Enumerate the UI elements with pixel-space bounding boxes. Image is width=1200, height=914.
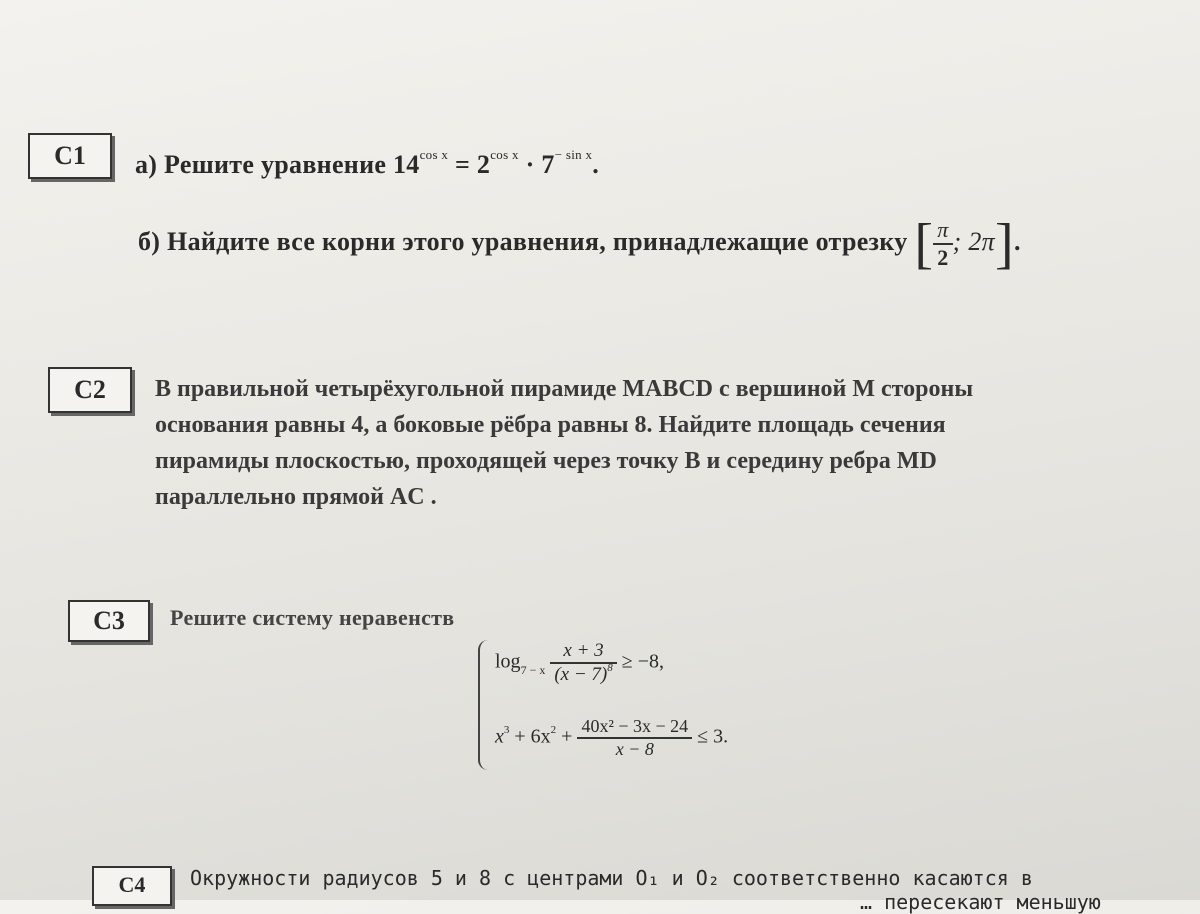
c4-text: Окружности радиусов 5 и 8 с центрами O₁ и O₂ соответственно касаются в xyxy=(190,866,1033,890)
c4-text-2: … пересекают меньшую xyxy=(860,890,1101,914)
c3-fraction-1-den-exp: 8 xyxy=(607,662,613,674)
c1-part-b xyxy=(138,212,1021,276)
c2-line-1: В правильной четырёхугольной пирамиде MABCD с вершиной M стороны xyxy=(155,376,974,402)
c3-inequality-2 xyxy=(495,716,728,760)
c3-row2-b-exp: 2 xyxy=(550,723,557,736)
c3-fraction-1-den-wrap xyxy=(550,664,616,686)
c1-b-numerator: π xyxy=(933,217,952,245)
c1-b-denominator: 2 xyxy=(937,245,949,270)
c1-a-exponent-3: − sin x xyxy=(554,147,593,162)
c1-a-end: . xyxy=(592,150,600,179)
c1-part-a xyxy=(135,147,600,180)
c1-b-fraction xyxy=(933,217,952,271)
left-bracket-icon: [ xyxy=(914,213,934,275)
c1-b-end: . xyxy=(1013,226,1021,256)
c3-fraction-1-num: x + 3 xyxy=(550,640,616,664)
right-bracket-icon: ] xyxy=(995,213,1014,275)
c3-row2-b: + 6x xyxy=(509,725,551,748)
c2-line-3: пирамиды плоскостью, проходящей через точку B и середину ребра MD xyxy=(155,448,937,474)
c3-fraction-1-den: (x − 7) xyxy=(554,664,608,685)
c3-intro: Решите систему неравенств xyxy=(170,605,455,630)
c3-log-base: 7 − x xyxy=(520,662,546,677)
c3-log: log xyxy=(495,650,521,673)
c3-ineq-2: ≤ 3. xyxy=(697,725,729,748)
c1-b-tail: ; 2π xyxy=(952,226,995,256)
task-label-c1: C1 xyxy=(28,133,112,179)
c3-row2-c: + xyxy=(556,725,573,748)
c3-row2-a-exp: 3 xyxy=(503,723,510,736)
c2-line-2: основания равны 4, а боковые рёбра равны 8. Найдите площадь сечения xyxy=(155,412,946,438)
c3-ineq-1: ≥ −8, xyxy=(621,650,665,673)
c1-a-prefix: а) Решите уравнение 14 xyxy=(135,150,420,179)
task-label-c2: C2 xyxy=(48,367,132,413)
c3-inequality-1 xyxy=(495,640,664,686)
c1-a-exponent-2: cos x xyxy=(490,147,519,162)
c3-system-brace xyxy=(478,640,494,770)
c1-b-text: б) Найдите все корни этого уравнения, принадлежащие отрезку xyxy=(138,226,908,256)
c3-fraction-2 xyxy=(577,716,692,760)
c3-fraction-2-num: 40x² − 3x − 24 xyxy=(577,716,692,739)
c3-fraction-1 xyxy=(550,640,616,686)
c1-a-exponent-1: cos x xyxy=(419,147,449,162)
c2-line-4: параллельно прямой AC . xyxy=(155,484,437,510)
task-label-c4: C4 xyxy=(92,866,172,906)
c1-a-mid: = 2 xyxy=(448,150,491,179)
c3-row2-a: x xyxy=(495,725,504,748)
c3-fraction-2-den: x − 8 xyxy=(615,739,654,759)
c1-a-mid2: · 7 xyxy=(518,150,555,179)
task-label-c3: C3 xyxy=(68,600,150,642)
